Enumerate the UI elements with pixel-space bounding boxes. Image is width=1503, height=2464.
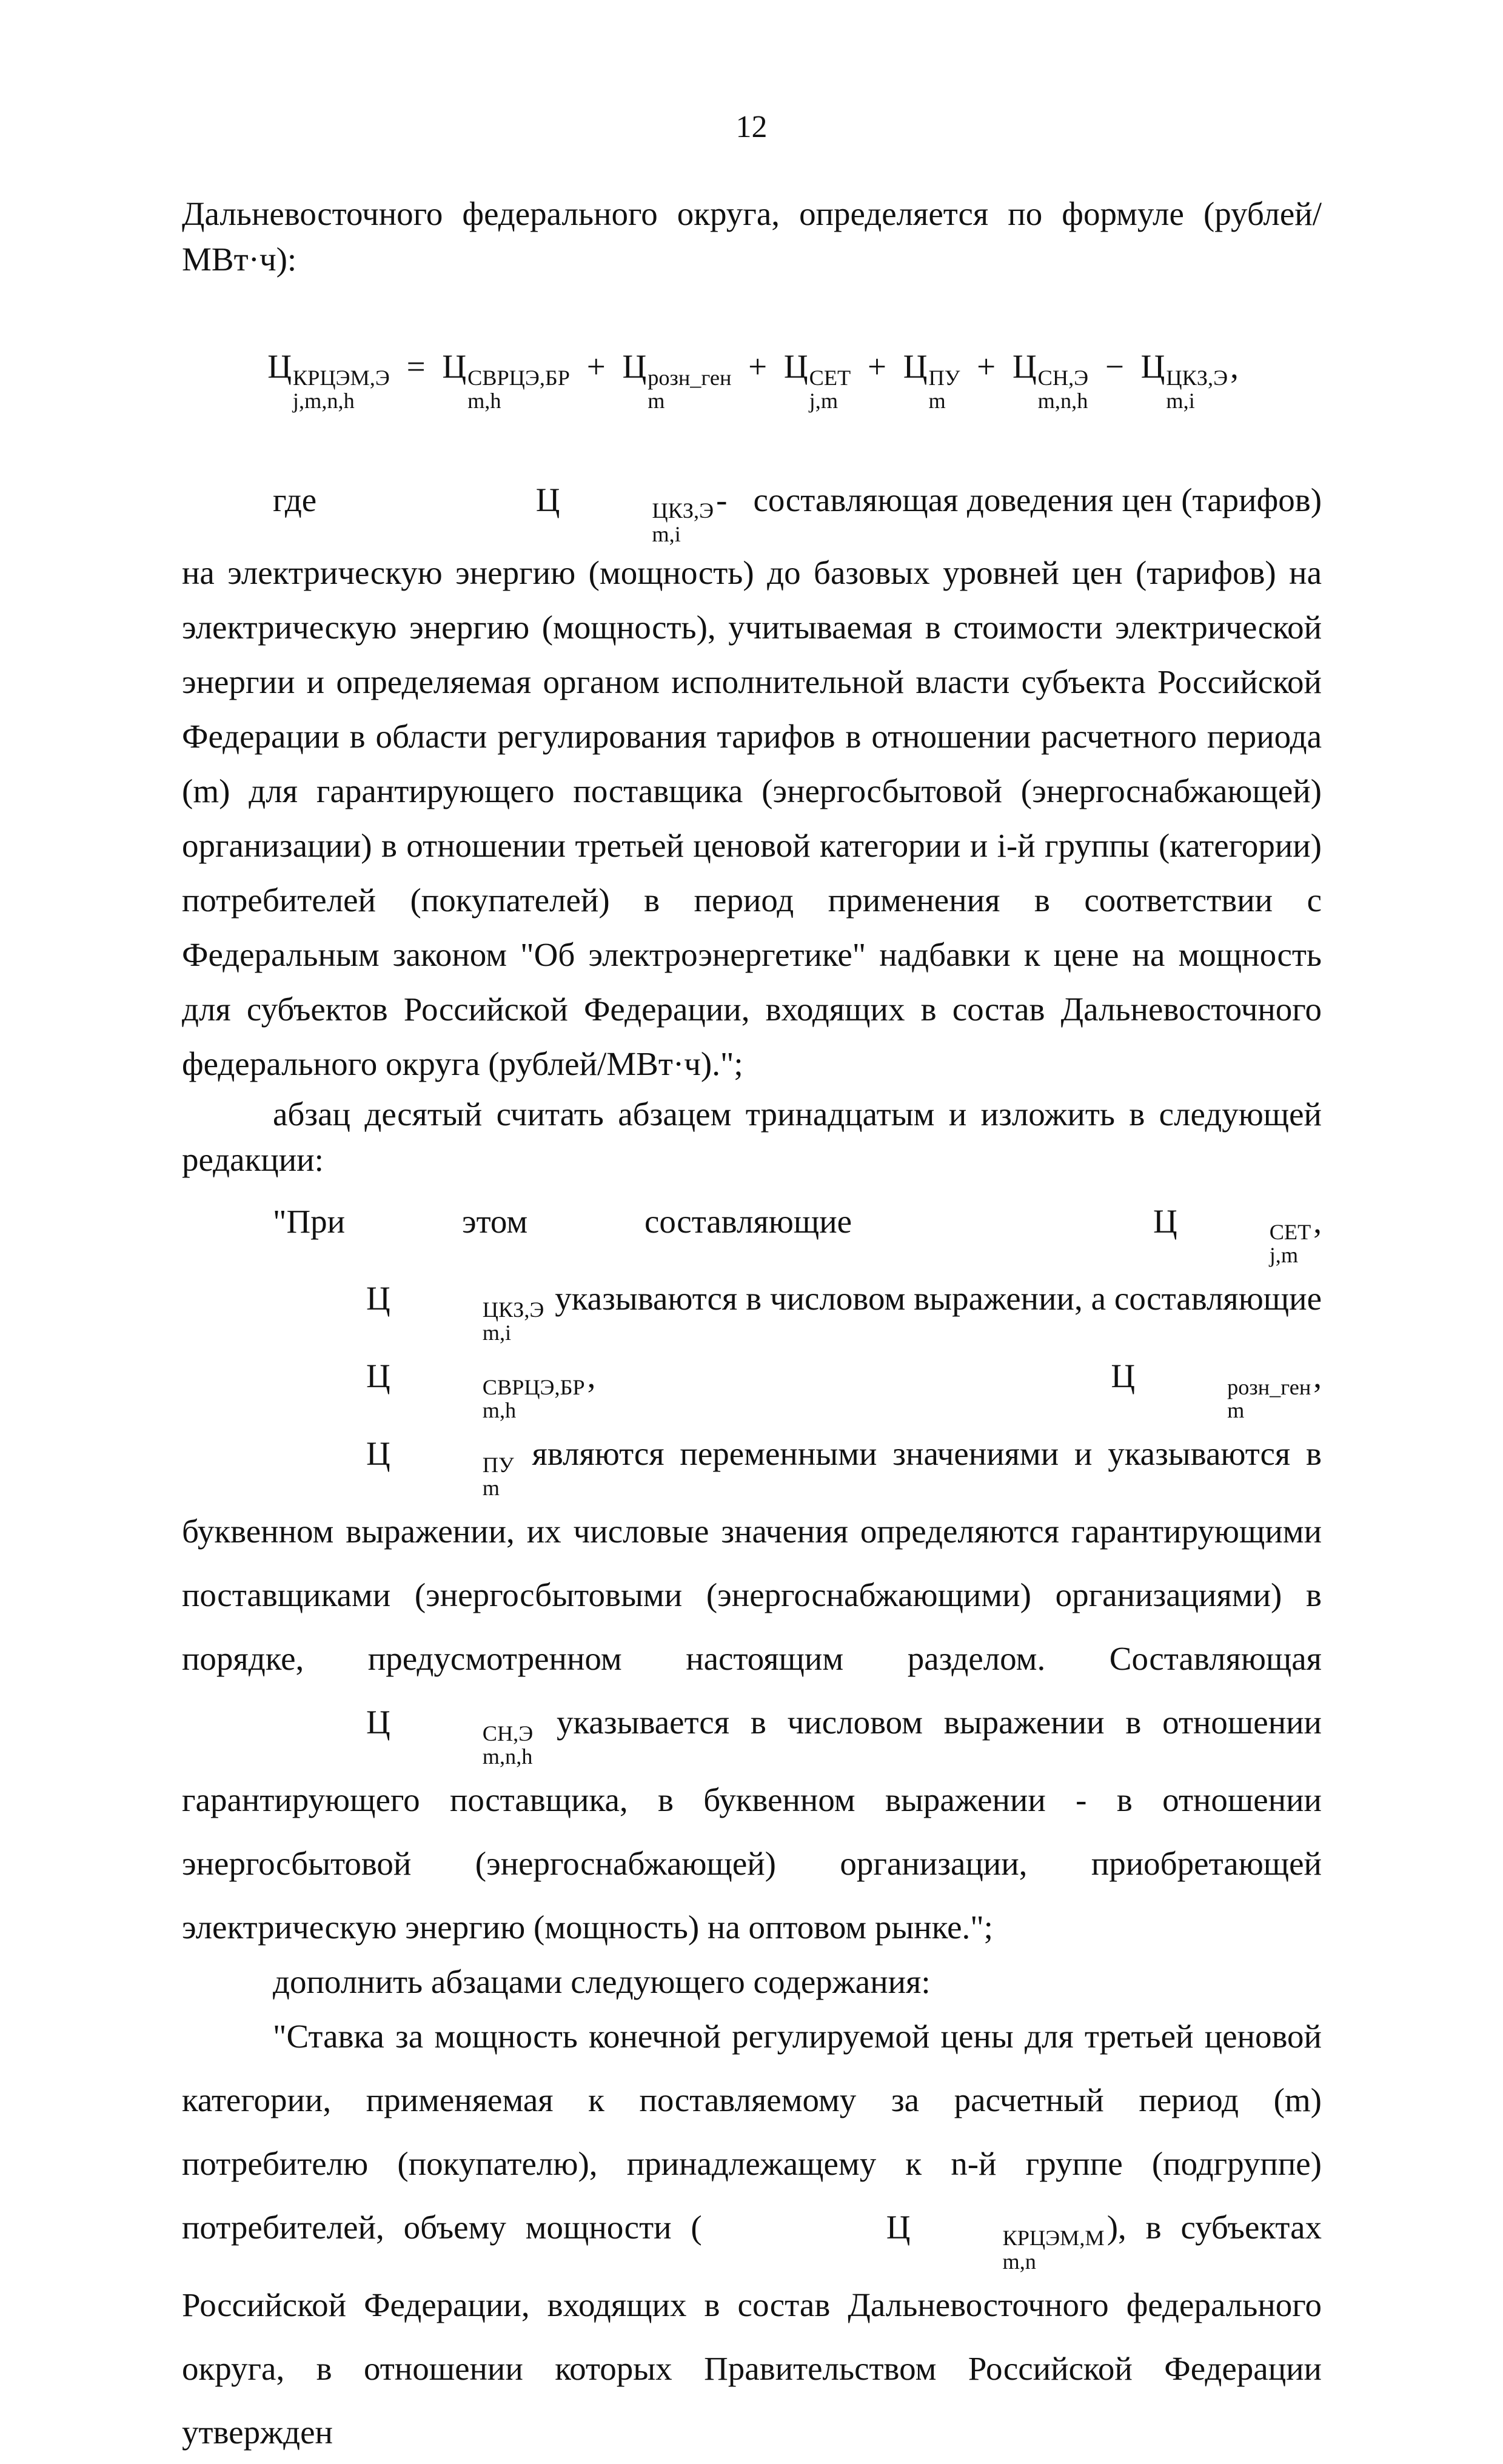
symbol-pu-inline: Ц ПУ m	[366, 1435, 514, 1500]
plus-sign: +	[867, 348, 886, 385]
symbol-set: Ц СЕТ j,m	[783, 348, 851, 413]
quote-paragraph-components: "При этом составляющие Ц СЕТ j,m , Ц ЦКЗ,Э m,i указываются в числовом выражении, а составляющие Ц СВРЦЭ,БР m,h , Ц розн_ген m , Ц ПУ m являются переменными значениями и указываются в буквенном выражении, их числовые значения определяются гарантирующими поставщиками (энергосбытовыми (энергоснабжающими) организациями) в порядке, предусмотренном настоящим разделом. Составляющая Ц СН,Э m,n,h указывается в числовом выражении в отношении гарантирующего поставщика, в буквенном выражении - в отношении энергосбытовой (энергоснабжающей) организации, приобретающей электрическую энергию (мощность) на оптовом рынке.";	[182, 1202, 1322, 1946]
price-formula	[182, 343, 1322, 412]
page-number: 12	[735, 110, 768, 144]
symbol-sn-e: Ц СН,Э m,n,h	[1012, 348, 1089, 413]
symbol-krcem-e: Ц КРЦЭМ,Э j,m,n,h	[267, 348, 390, 413]
equals-sign: =	[406, 348, 426, 385]
gde-word: где	[273, 481, 317, 518]
abzac-paragraph: абзац десятый считать абзацем тринадцатым и изложить в следующей редакции:	[182, 1095, 1322, 1178]
symbol-ckz-e: Ц ЦКЗ,Э m,i	[1140, 348, 1228, 413]
definition-paragraph	[182, 473, 1322, 1091]
quote-paragraph-rate: "Ставка за мощность конечной регулируемой цены для третьей ценовой категории, применяемая к поставляемому за расчетный период (m) потребителю (покупателю), принадлежащему к n-й группе (подгруппе) потребителей, объему мощности ( Ц КРЦЭМ,М m,n ), в субъектах Российской Федерации, входящих в состав Дальневосточного федерального округа, в отношении которых Правительством Российской Федерации утвержден	[182, 2017, 1322, 2451]
document-body	[182, 191, 1322, 2464]
plus-sign: +	[977, 348, 996, 385]
intro-paragraph: Дальневосточного федерального округа, определяется по формуле (рублей/МВт·ч):	[182, 195, 1322, 278]
symbol-rozn-gen-inline: Ц розн_ген m	[1111, 1358, 1311, 1423]
formula-end-comma: ,	[1230, 348, 1239, 385]
symbol-krcem-m-inline: Ц КРЦЭМ,М m,n	[886, 2208, 1105, 2274]
minus-sign: −	[1105, 348, 1124, 385]
dopolnit-paragraph: дополнить абзацами следующего содержания:	[273, 1963, 931, 2000]
plus-sign: +	[586, 348, 606, 385]
symbol-svrce-br: Ц СВРЦЭ,БР m,h	[442, 348, 570, 413]
plus-sign: +	[748, 348, 768, 385]
symbol-ckz-e-inline-2: Ц ЦКЗ,Э m,i	[366, 1280, 544, 1345]
symbol-set-inline: Ц СЕТ j,m	[1153, 1202, 1311, 1268]
symbol-ckz-e-inline: Ц ЦКЗ,Э m,i	[535, 481, 714, 546]
symbol-rozn-gen: Ц розн_ген m	[622, 348, 732, 413]
gde-dash: -	[716, 481, 728, 518]
definition-text: составляющая доведения цен (тарифов) на электрическую энергию (мощность) до базовых уровней цен (тарифов) на электрическую энергию (мощность), учитываемая в стоимости электрической энергии и определяемая органом исполнительной власти субъекта Российской Федерации в области регулирования тарифов в отношении расчетного периода (m) для гарантирующего поставщика (энергосбытовой (энергоснабжающей) организации) в отношении третьей ценовой категории и i-й группы (категории) потребителей (покупателей) в период применения в соответствии с Федеральным законом "Об электроэнергетике" надбавки к цене на мощность для субъектов Российской Федерации, входящих в состав Дальневосточного федерального округа (рублей/МВт·ч).";	[182, 481, 1322, 1082]
symbol-svrce-br-inline: Ц СВРЦЭ,БР m,h	[366, 1358, 585, 1423]
symbol-sn-e-inline: Ц СН,Э m,n,h	[366, 1703, 534, 1769]
symbol-pu: Ц ПУ m	[903, 348, 960, 413]
